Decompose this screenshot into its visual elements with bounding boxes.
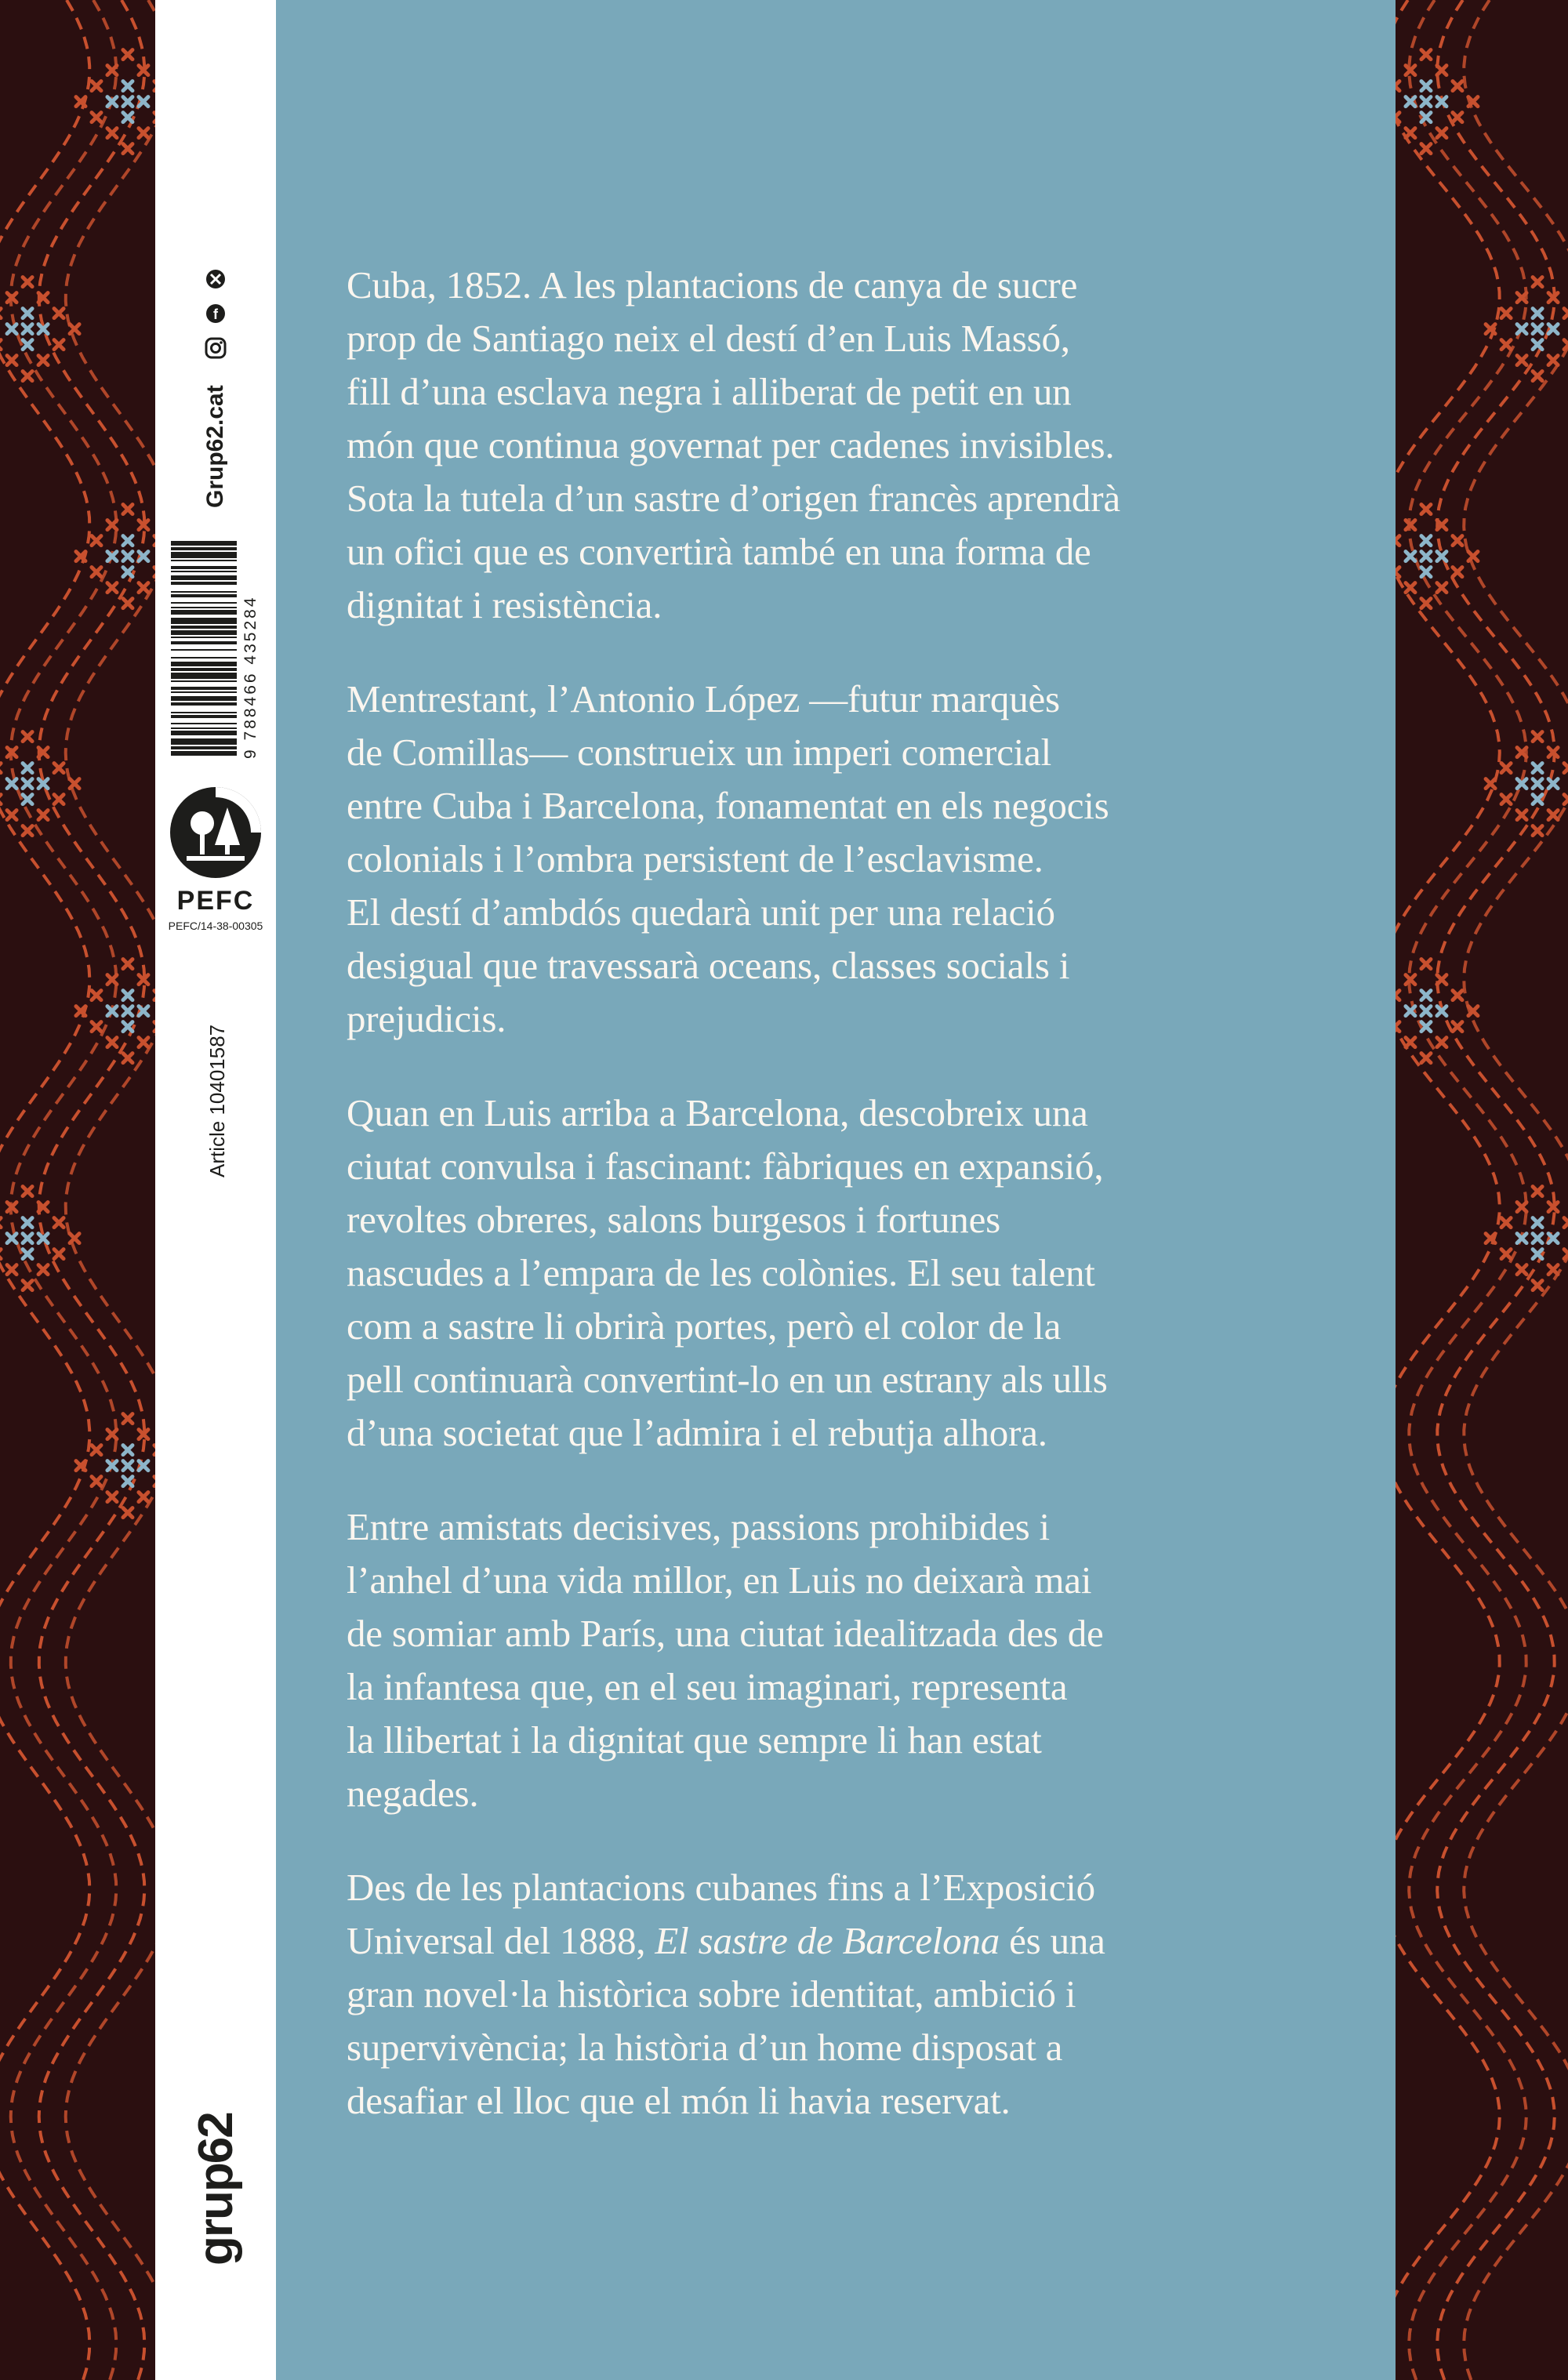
text-line: de Comillas— construeix un imperi comercial	[347, 731, 1052, 774]
pefc-code: PEFC/14-38-00305	[168, 920, 263, 932]
text-line: dignitat i resistència.	[347, 583, 662, 626]
text-line: un ofici que es convertirà també en una forma de	[347, 530, 1091, 573]
text-line: negades.	[347, 1772, 479, 1815]
text-line: prejudicis.	[347, 997, 506, 1040]
text-line: món que continua governat per cadenes invisibles.	[347, 423, 1115, 466]
text-line: desafiar el lloc que el món li havia reservat.	[347, 2079, 1011, 2122]
text-line: Entre amistats decisives, passions prohibides i	[347, 1505, 1050, 1548]
embroidery-border-left	[0, 0, 155, 2380]
text-line: com a sastre li obrirà portes, però el color de la	[347, 1304, 1062, 1348]
text-line: fill d’una esclava negra i alliberat de petit en un	[347, 370, 1072, 413]
instagram-icon[interactable]	[206, 339, 225, 357]
text-line: d’una societat que l’admira i el rebutja alhora.	[347, 1411, 1047, 1454]
cover-spine-strip	[155, 0, 276, 2380]
text-line: Mentrestant, l’Antonio López —futur marquès	[347, 677, 1060, 720]
text-line: de somiar amb París, una ciutat idealitzada des de	[347, 1612, 1104, 1655]
synopsis-paragraph-4	[347, 1500, 1319, 1820]
text-line: prop de Santiago neix el destí d’en Luis Massó,	[347, 317, 1070, 360]
text-line: colonials i l’ombra persistent de l’esclavisme.	[347, 837, 1044, 880]
book-synopsis	[347, 259, 1319, 2168]
text-line: la llibertat i la dignitat que sempre li han estat	[347, 1718, 1042, 1761]
text-line: Quan en Luis arriba a Barcelona, descobreix una	[347, 1091, 1088, 1134]
text-span: Universal del 1888,	[347, 1919, 655, 1962]
text-line: nascudes a l’empara de les colònies. El seu talent	[347, 1251, 1095, 1294]
text-line: Cuba, 1852. A les plantacions de canya de sucre	[347, 263, 1078, 307]
text-line: desigual que travessarà oceans, classes socials i	[347, 944, 1070, 987]
text-line: El destí d’ambdós quedarà unit per una relació	[347, 891, 1055, 934]
barcode	[171, 541, 237, 756]
synopsis-paragraph-5	[347, 1861, 1319, 2128]
text-line: l’anhel d’una vida millor, en Luis no deixarà mai	[347, 1558, 1092, 1602]
text-line: la infantesa que, en el seu imaginari, representa	[347, 1665, 1068, 1708]
book-title: El sastre de Barcelona	[655, 1919, 1000, 1962]
text-line: entre Cuba i Barcelona, fonamentat en els negocis	[347, 784, 1109, 827]
text-line: ciutat convulsa i fascinant: fàbriques en expansió,	[347, 1145, 1104, 1188]
text-line: Des de les plantacions cubanes fins a l’Exposició	[347, 1866, 1095, 1909]
text-line: Sota la tutela d’un sastre d’origen francès aprendrà	[347, 477, 1120, 520]
synopsis-paragraph-1	[347, 259, 1319, 632]
publisher-logo: grup62	[189, 2113, 243, 2266]
x-icon[interactable]	[206, 270, 225, 288]
embroidery-border-right	[1396, 0, 1568, 2380]
text-line	[347, 1914, 1319, 1968]
text-line: pell continuarà convertint-lo en un estrany als ulls	[347, 1358, 1108, 1401]
svg-text:f: f	[213, 307, 218, 322]
pefc-label: PEFC	[176, 886, 255, 916]
text-line: revoltes obreres, salons burgesos i fortunes	[347, 1198, 1001, 1241]
article-number: Article 10401587	[205, 1024, 229, 1177]
text-line: supervivència; la història d’un home disposat a	[347, 2026, 1063, 2069]
pefc-logo	[170, 787, 261, 878]
barcode-number: 9 788466 435284	[241, 595, 260, 759]
facebook-icon[interactable]	[206, 304, 225, 323]
site-url[interactable]: Grup62.cat	[202, 385, 228, 508]
text-line: gran novel·la històrica sobre identitat, ambició i	[347, 1972, 1076, 2015]
synopsis-paragraph-2	[347, 673, 1319, 1046]
synopsis-paragraph-3	[347, 1087, 1319, 1460]
text-span: és una	[1000, 1919, 1105, 1962]
